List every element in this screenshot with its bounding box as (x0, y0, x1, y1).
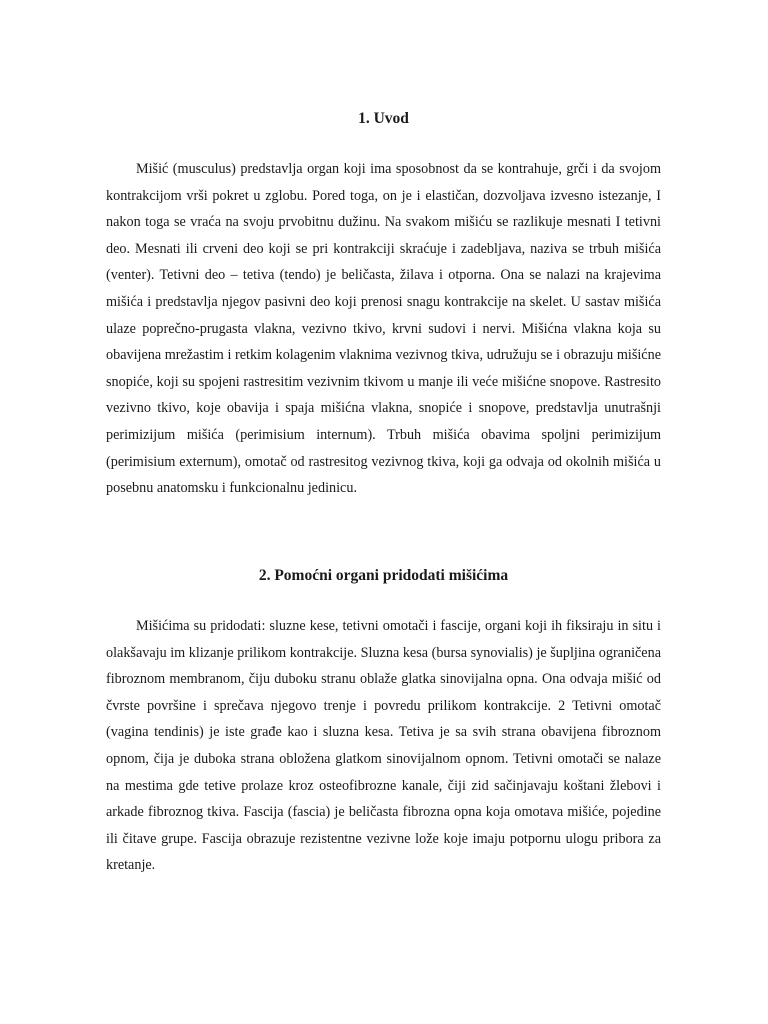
section-title-pomocni-organi: 2. Pomoćni organi pridodati mišićima (258, 567, 509, 584)
section-paragraph-uvod: Mišić (musculus) predstavlja organ koji ima sposobnost da se kontrahuje, grči i da svojom kontrakcijom vrši pokret u zglobu. Pored toga, on je i elastičan, dozvoljava izvesno istezanje, I nakon toga se vraća na svoju prvobitnu dužinu. Na svakom mišiću se razlikuje mesnati I tetivni deo. Mesnati ili crveni deo koji se pri kontrakciji skraćuje i zadebljava, naziva se trbuh mišića (venter). Tetivni deo – tetiva (tendo) je beličasta, žilava i otporna. Ona se nalazi na krajevima mišića i predstavlja njegov pasivni deo koji prenosi snagu kontrakcije na skelet. U sastav mišića ulaze poprečno-prugasta vlakna, vezivno tkivo, krvni sudovi i nervi. Mišićna vlakna koja su obavijena mrežastim i retkim kolagenim vlaknima vezivnog tkiva, udružuju se i obrazuju mišićne snopiće, koji su spojeni rastresitim vezivnim tkivom u manje ili veće mišićne snopove. Rastresito vezivno tkivo, koje obavija i spaja mišićna vlakna, snopiće i snopove, predstavlja unutrašnji perimizijum mišića (perimisium internum). Trbuh mišića obavima spoljni perimizijum (perimisium externum), omotač od rastresitog vezivnog tkiva, koji ga odvaja od okolnih mišića u posebnu anatomsku i funkcionalnu jedinicu. (106, 161, 661, 497)
section-title-uvod: 1. Uvod (358, 110, 409, 127)
section-paragraph-pomocni-organi: Mišićima su pridodati: sluzne kese, tetivni omotači i fascije, organi koji ih fiksiraju in situ i olakšavaju im klizanje prilikom kontrakcije. Sluzna kesa (bursa synovialis) je šupljina ograničena fibroznom membranom, čiju duboku stranu oblaže glatka sinovijalna opna. Ona odvaja mišić od čvrste površine i sprečava njegovo trenje i povredu prilikom kontrakcije. 2 Tetivni omotač (vagina tendinis) je iste građe kao i sluzna kesa. Tetiva je sa svih strana obavijena fibroznom opnom, čija je duboka strana obložena glatkom sinovijalnom opnom. Tetivni omotači se nalaze na mestima gde tetive prolaze kroz osteofibrozne kanale, čiji zid sačinjavaju koštani žlebovi i arkade fibroznog tkiva. Fascija (fascia) je beličasta fibrozna opna koja omotava mišiće, pojedine ili čitave grupe. Fascija obrazuje rezistentne vezivne lože koje imaju potpornu ulogu pribora za kretanje. (106, 618, 661, 874)
